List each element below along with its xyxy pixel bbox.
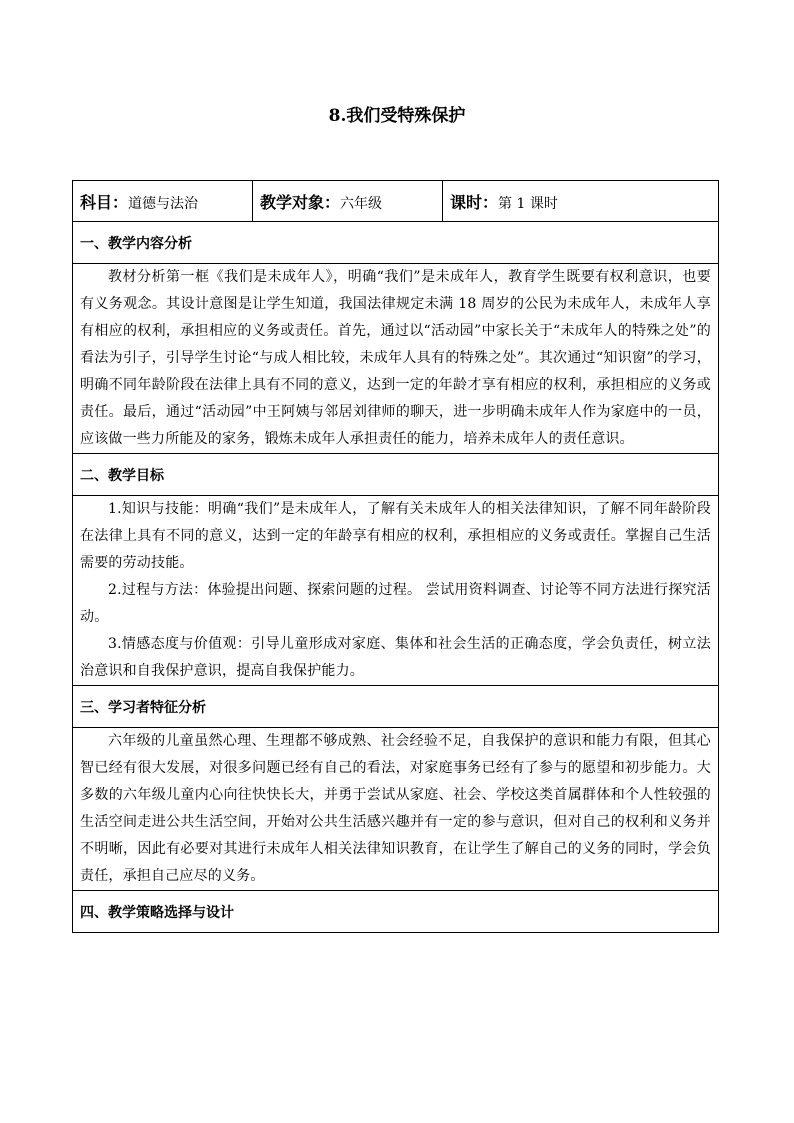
section-heading: 一、教学内容分析 (73, 222, 719, 264)
document-title: 8.我们受特殊保护 (328, 106, 466, 126)
section-heading: 二、教学目标 (73, 454, 719, 496)
audience-label: 教学对象： (260, 192, 341, 212)
audience-value: 六年级 (340, 195, 383, 212)
section-heading: 四、教学策略选择与设计 (73, 891, 719, 933)
section-body-row (73, 496, 719, 686)
paragraph: 1.知识与技能：明确“我们”是未成年人，了解有关未成年人的相关法律知识，了解不同年龄阶段在法律上具有不同的意义，达到一定的年龄享有相应的权利，承担相应的义务或责任。掌握自己生活需要的劳动技能。 (80, 501, 711, 571)
info-row (73, 181, 719, 222)
section-body (73, 496, 719, 686)
section-heading-row (73, 686, 719, 728)
section-heading: 三、学习者特征分析 (73, 686, 719, 728)
subject-cell (73, 181, 253, 222)
section-heading-row (73, 891, 719, 933)
lesson-plan-table (72, 180, 719, 933)
section-body-row (73, 264, 719, 454)
section-body-row (73, 728, 719, 891)
period-cell (443, 181, 719, 222)
section-body (73, 728, 719, 891)
subject-label: 科目： (80, 192, 129, 212)
audience-cell (253, 181, 443, 222)
paragraph: 教材分析第一框《我们是未成年人》，明确“我们”是未成年人，教育学生既要有权利意识，也要有义务观念。其设计意图是让学生知道，我国法律规定未满 18 周岁的公民为未成年人，未成年人享有相应的权利，承担相应的义务或责任。首先，通过以“活动园”中家长关于“未成年人的特殊之处”的看法为引子，引导学生讨论“与成人相比较，未成年人具有的特殊之处”。其次通过“知识窗”的学习，明确不同年龄阶段在法律上具有不同的意义，达到一定的年龄才享有相应的权利，承担相应的义务或责任。最后，通过“活动园”中王阿姨与邻居刘律师的聊天，进一步明确未成年人作为家庭中的一员，应该做一些力所能及的家务，锻炼未成年人承担责任的能力，培养未成年人的责任意识。 (80, 269, 711, 447)
section-heading-row (73, 222, 719, 264)
period-label: 课时： (450, 192, 499, 212)
subject-value: 道德与法治 (128, 195, 199, 212)
section-heading-row (73, 454, 719, 496)
period-value: 第 1 课时 (498, 195, 558, 212)
section-body (73, 264, 719, 454)
paragraph: 2.过程与方法：体验提出问题、探索问题的过程。 尝试用资料调查、讨论等不同方法进行探究活动。 (80, 582, 711, 625)
paragraph: 六年级的儿童虽然心理、生理都不够成熟、社会经验不足，自我保护的意识和能力有限，但其心智已经有很大发展，对很多问题已经有自己的看法，对家庭事务已经有了参与的愿望和初步能力。大多数的六年级儿童内心向往快快长大，并勇于尝试从家庭、社会、学校这类首属群体和个人性较强的生活空间走进公共生活空间，开始对公共生活感兴趣并有一定的参与意识，但对自己的权利和义务并不明晰，因此有必要对其进行未成年人相关法律知识教育，在让学生了解自己的义务的同时，学会负责任，承担自己应尽的义务。 (80, 733, 711, 884)
paragraph: 3.情感态度与价值观：引导儿童形成对家庭、集体和社会生活的正确态度，学会负责任，树立法治意识和自我保护意识，提高自我保护能力。 (80, 636, 711, 679)
